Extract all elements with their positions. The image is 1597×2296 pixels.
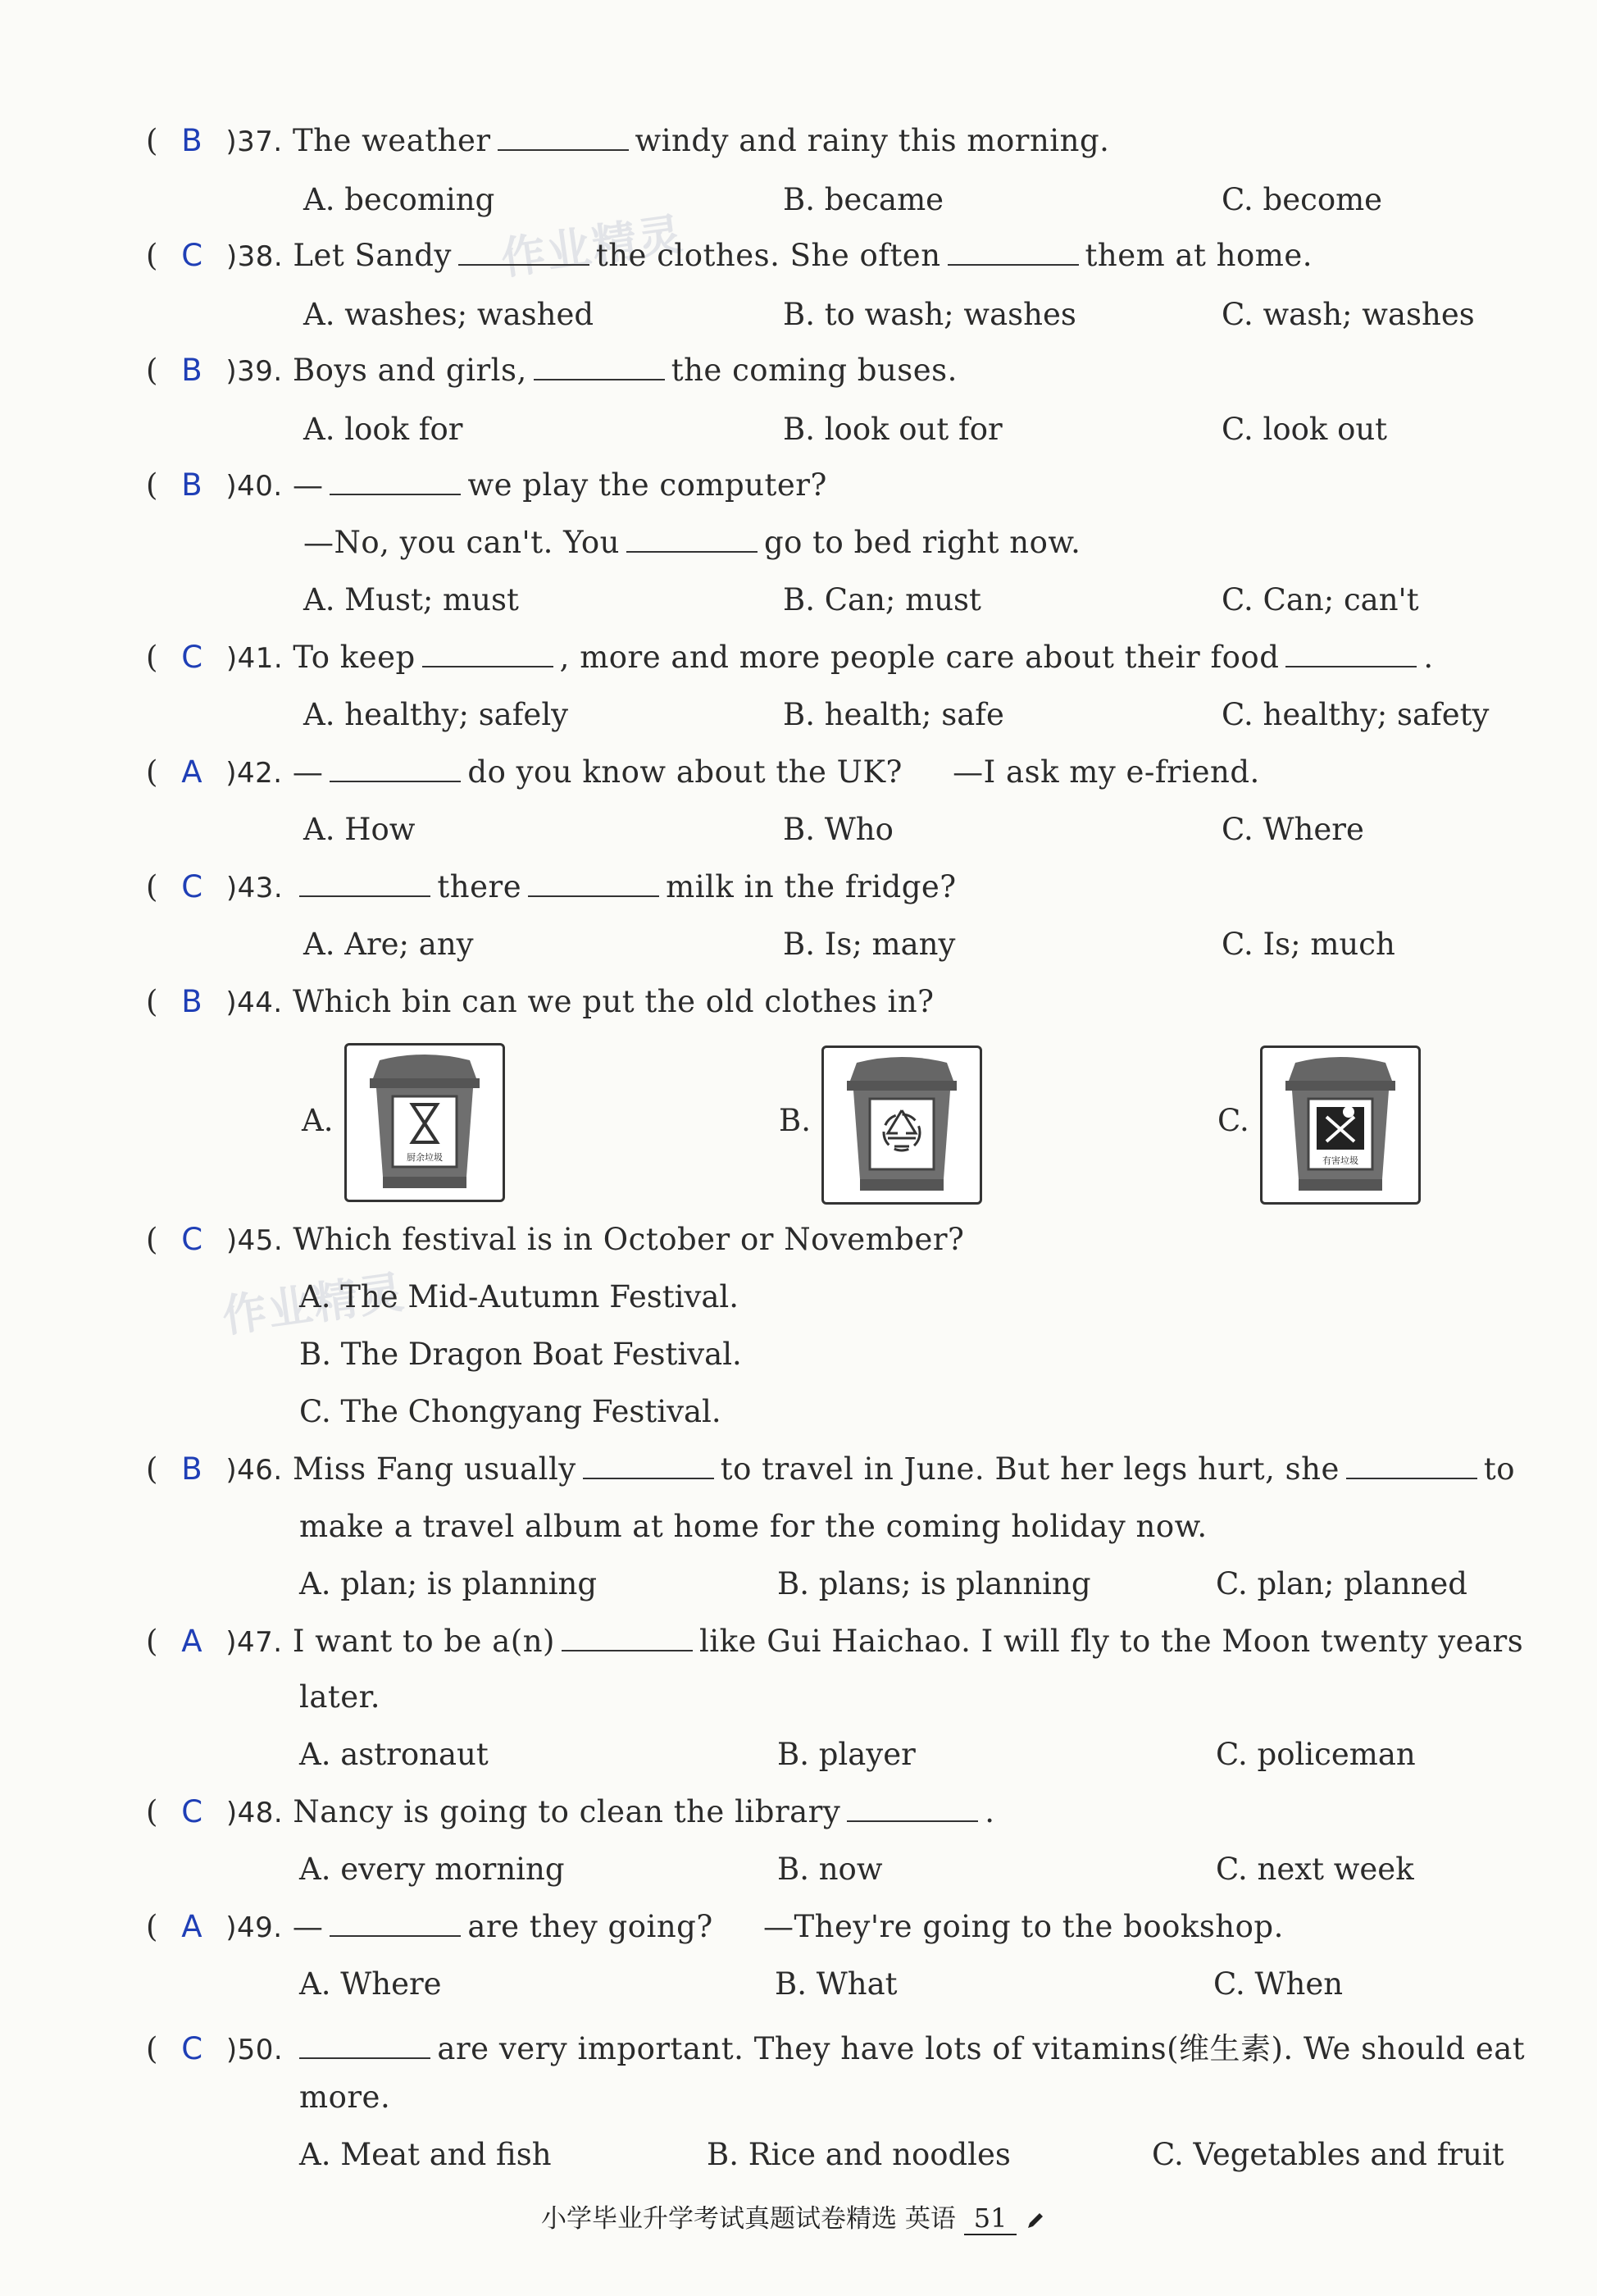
question-38: ( C )38. Let Sandy the clothes. She often them at home. bbox=[146, 238, 1313, 273]
bin-label: 厨余垃圾 bbox=[407, 1152, 443, 1163]
option-b: B. Is; many bbox=[783, 927, 956, 962]
option-b: B. Can; must bbox=[783, 582, 981, 617]
question-48: ( C )48. Nancy is going to clean the library . bbox=[146, 1794, 995, 1829]
answer-letter: C bbox=[181, 238, 203, 273]
question-46-line2 bbox=[299, 1509, 1208, 1544]
option-a: A. Meat and fish bbox=[299, 2137, 552, 2172]
question-number: )45. bbox=[225, 1224, 284, 1257]
question-number: )47. bbox=[225, 1626, 283, 1659]
option-c: C. healthy; safety bbox=[1222, 697, 1490, 732]
bin-image-recyclable bbox=[821, 1046, 982, 1205]
option-c: C. Vegetables and fruit bbox=[1152, 2137, 1504, 2172]
answer-letter: B bbox=[181, 1451, 203, 1487]
option-b: B. became bbox=[783, 182, 944, 217]
option-a: A. every morning bbox=[299, 1852, 565, 1887]
option-c: C. The Chongyang Festival. bbox=[299, 1394, 721, 1429]
option-c: C. When bbox=[1213, 1966, 1344, 2002]
question-49: ( A )49. — are they going? —They're going to the bookshop. bbox=[146, 1909, 1284, 1944]
option-a: A. washes; washed bbox=[303, 297, 594, 332]
stem-text: I want to be a(n) bbox=[292, 1624, 555, 1659]
watermark: 作业精灵 bbox=[219, 1265, 408, 1343]
option-a: A. The Mid-Autumn Festival. bbox=[299, 1279, 739, 1314]
stem-text: we play the computer? bbox=[467, 467, 827, 503]
stem-text: are they going? —They're going to the bookshop. bbox=[467, 1909, 1284, 1944]
option-a: A. plan; is planning bbox=[299, 1566, 598, 1601]
stem-text: later. bbox=[299, 1679, 381, 1715]
question-41: ( C )41. To keep , more and more people care about their food . bbox=[146, 640, 1434, 675]
stem-text: the clothes. She often bbox=[595, 238, 941, 273]
stem-text: The weather bbox=[292, 123, 491, 158]
option-b: B. plans; is planning bbox=[777, 1566, 1091, 1601]
answer-blank bbox=[562, 1625, 693, 1651]
question-42: ( A )42. — do you know about the UK? —I ask my e-friend. bbox=[146, 754, 1260, 790]
stem-text: , more and more people care about their food bbox=[559, 640, 1280, 675]
stem-text: Let Sandy bbox=[293, 238, 452, 273]
option-c: C. Can; can't bbox=[1222, 582, 1419, 617]
option-c: C. look out bbox=[1222, 412, 1388, 447]
answer-blank bbox=[534, 354, 665, 380]
answer-blank bbox=[330, 469, 461, 495]
answer-letter: B bbox=[181, 123, 203, 158]
question-46: ( B )46. Miss Fang usually to travel in June. But her legs hurt, she to bbox=[146, 1451, 1516, 1487]
stem-text: Nancy is going to clean the library bbox=[293, 1794, 841, 1829]
answer-letter: C bbox=[181, 2031, 203, 2066]
stem-text: — bbox=[292, 1909, 324, 1944]
question-number: )37. bbox=[225, 125, 283, 158]
option-c: C. wash; washes bbox=[1222, 297, 1475, 332]
stem-text: —No, you can't. You bbox=[303, 525, 620, 560]
answer-blank bbox=[528, 871, 659, 897]
question-number: )50. bbox=[225, 2034, 284, 2066]
stem-text: Which festival is in October or November? bbox=[293, 1222, 965, 1257]
question-number: )38. bbox=[225, 240, 284, 273]
answer-blank bbox=[626, 526, 758, 553]
stem-text: there bbox=[437, 869, 522, 904]
question-number: )41. bbox=[225, 642, 284, 675]
stem-text: — bbox=[292, 754, 324, 790]
answer-letter: C bbox=[181, 1222, 203, 1257]
stem-text: go to bed right now. bbox=[763, 525, 1081, 560]
answer-letter: C bbox=[181, 869, 203, 904]
question-number: )44. bbox=[225, 986, 283, 1019]
question-37: ( B )37. The weather windy and rainy this morning. bbox=[146, 123, 1110, 158]
stem-text: Boys and girls, bbox=[292, 353, 527, 388]
option-a: A. bbox=[302, 1103, 334, 1138]
question-number: )42. bbox=[225, 757, 283, 790]
option-a: A. Must; must bbox=[303, 582, 519, 617]
stem-text: make a travel album at home for the coming holiday now. bbox=[299, 1509, 1208, 1544]
answer-letter: B bbox=[181, 353, 203, 388]
option-b: B. look out for bbox=[783, 412, 1003, 447]
option-a: A. healthy; safely bbox=[303, 697, 569, 732]
answer-blank bbox=[1285, 641, 1417, 667]
stem-text: Miss Fang usually bbox=[292, 1451, 576, 1487]
bin-image-kitchen-waste bbox=[344, 1043, 505, 1202]
answer-blank bbox=[1346, 1453, 1477, 1479]
question-43: ( C )43. there milk in the fridge? bbox=[146, 869, 957, 904]
stem-text: To keep bbox=[293, 640, 416, 675]
option-b: B. The Dragon Boat Festival. bbox=[299, 1337, 742, 1372]
question-number: )48. bbox=[225, 1797, 284, 1829]
stem-text: — bbox=[292, 467, 324, 503]
answer-blank bbox=[422, 641, 553, 667]
option-a: A. look for bbox=[303, 412, 463, 447]
option-c: C. policeman bbox=[1216, 1737, 1416, 1772]
option-a: A. becoming bbox=[303, 182, 495, 217]
stem-text: Which bin can we put the old clothes in? bbox=[292, 984, 935, 1019]
answer-blank bbox=[847, 1796, 978, 1822]
answer-blank bbox=[330, 1911, 461, 1937]
pencil-icon bbox=[1025, 2210, 1046, 2231]
hazard-bin-icon bbox=[1263, 1048, 1418, 1202]
answer-letter: A bbox=[181, 754, 203, 790]
option-b: B. What bbox=[775, 1966, 898, 2002]
answer-letter: B bbox=[181, 984, 203, 1019]
option-c: C. become bbox=[1222, 182, 1383, 217]
stem-text: do you know about the UK? —I ask my e-friend. bbox=[467, 754, 1260, 790]
stem-text: . bbox=[985, 1794, 995, 1829]
stem-text: windy and rainy this morning. bbox=[635, 123, 1110, 158]
bin-label: 有害垃圾 bbox=[1322, 1155, 1358, 1166]
stem-text: to travel in June. But her legs hurt, she bbox=[720, 1451, 1340, 1487]
stem-text: like Gui Haichao. I will fly to the Moon twenty years bbox=[698, 1624, 1524, 1659]
question-47: ( A )47. I want to be a(n) like Gui Haichao. I will fly to the Moon twenty years bbox=[146, 1624, 1524, 1659]
stem-text: to bbox=[1483, 1451, 1516, 1487]
recycle-bin-icon bbox=[824, 1048, 980, 1202]
answer-blank bbox=[299, 871, 430, 897]
question-45: ( C )45. Which festival is in October or November? bbox=[146, 1222, 965, 1257]
bin-image-hazardous bbox=[1260, 1046, 1421, 1205]
option-c: C. Is; much bbox=[1222, 927, 1395, 962]
option-b: B. now bbox=[777, 1852, 883, 1887]
question-44: ( B )44. Which bin can we put the old clothes in? bbox=[146, 984, 935, 1019]
question-39: ( B )39. Boys and girls, the coming buses. bbox=[146, 353, 958, 388]
answer-blank bbox=[299, 2033, 430, 2059]
question-47-line2 bbox=[299, 1679, 380, 1715]
watermark: 作业精灵 bbox=[498, 207, 687, 285]
answer-blank bbox=[583, 1453, 714, 1479]
option-b: B. to wash; washes bbox=[783, 297, 1076, 332]
option-b: B. bbox=[779, 1103, 811, 1138]
answer-letter: C bbox=[181, 640, 203, 675]
answer-blank bbox=[948, 239, 1079, 266]
answer-letter: A bbox=[181, 1624, 203, 1659]
stem-text: the coming buses. bbox=[671, 353, 958, 388]
option-c: C. bbox=[1217, 1103, 1249, 1138]
answer-blank bbox=[330, 756, 461, 782]
question-number: )39. bbox=[225, 355, 283, 388]
stem-text: more. bbox=[299, 2080, 391, 2115]
option-c: C. next week bbox=[1216, 1852, 1414, 1887]
option-b: B. player bbox=[777, 1737, 916, 1772]
stem-text: are very important. They have lots of vitamins(维生素). We should eat bbox=[437, 2031, 1526, 2066]
question-number: )46. bbox=[225, 1454, 283, 1487]
question-number: )43. bbox=[225, 872, 284, 904]
option-c: C. plan; planned bbox=[1216, 1566, 1467, 1601]
question-number: )40. bbox=[225, 470, 283, 503]
question-50-line2 bbox=[299, 2080, 390, 2115]
page-footer bbox=[541, 2198, 1046, 2235]
option-b: B. Who bbox=[783, 812, 894, 847]
page-number: 51 bbox=[964, 2203, 1017, 2235]
answer-letter: C bbox=[181, 1794, 203, 1829]
trash-bin-icon bbox=[347, 1046, 503, 1200]
option-a: A. astronaut bbox=[299, 1737, 489, 1772]
question-number: )49. bbox=[225, 1911, 283, 1944]
option-b: B. Rice and noodles bbox=[707, 2137, 1011, 2172]
stem-text: . bbox=[1423, 640, 1434, 675]
footer-title: 小学毕业升学考试真题试卷精选 英语 bbox=[541, 2204, 956, 2234]
option-a: A. Where bbox=[299, 1966, 442, 2002]
question-50: ( C )50. are very important. They have lots of vitamins(维生素). We should eat bbox=[146, 2031, 1526, 2066]
stem-text: them at home. bbox=[1085, 238, 1313, 273]
option-a: A. How bbox=[303, 812, 416, 847]
answer-blank bbox=[498, 125, 629, 151]
option-a: A. Are; any bbox=[303, 927, 474, 962]
question-40: ( B )40. — we play the computer? bbox=[146, 467, 827, 503]
option-c: C. Where bbox=[1222, 812, 1364, 847]
answer-letter: A bbox=[181, 1909, 203, 1944]
answer-letter: B bbox=[181, 467, 203, 503]
answer-blank bbox=[458, 239, 589, 266]
option-b: B. health; safe bbox=[783, 697, 1004, 732]
stem-text: milk in the fridge? bbox=[666, 869, 957, 904]
question-40-line2 bbox=[303, 525, 1081, 560]
